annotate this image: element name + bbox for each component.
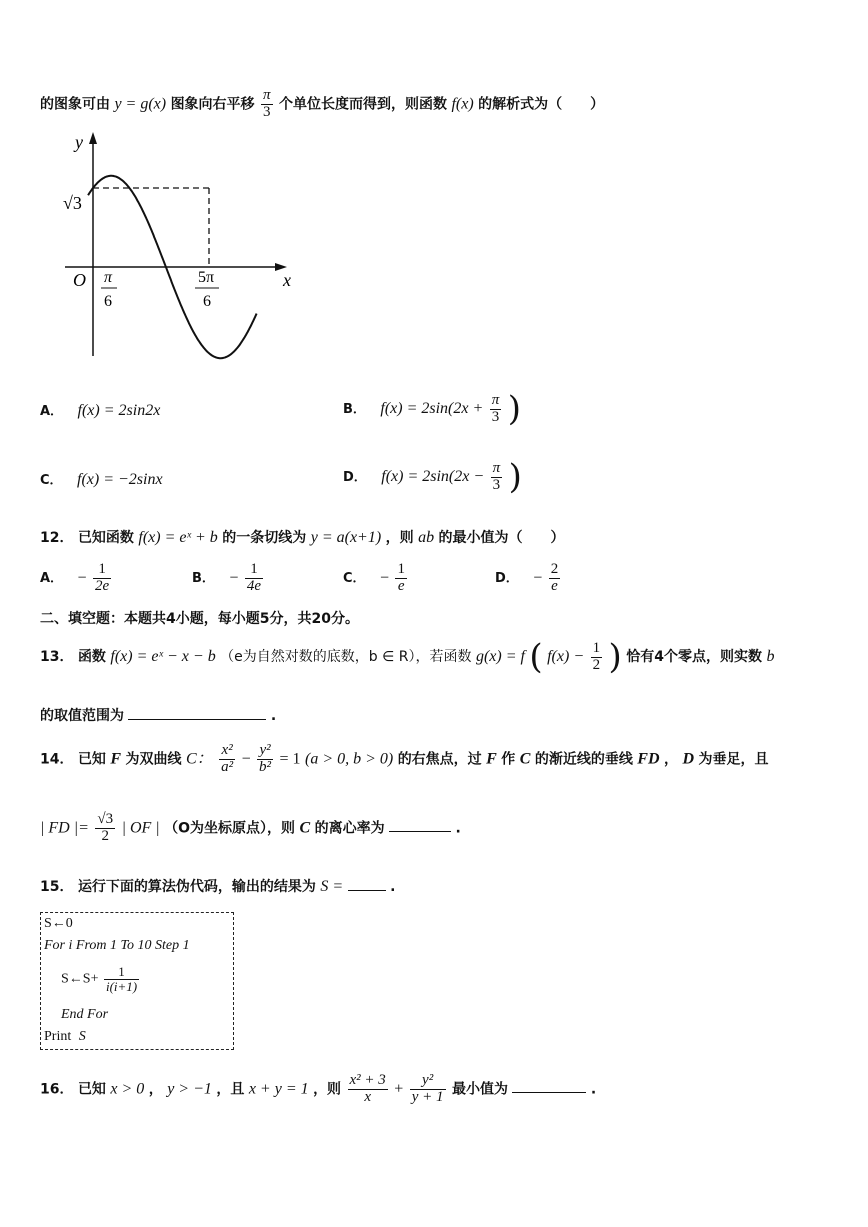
code-line-accumulate: S←S+ $\frac{1}{i(i+1)}$ bbox=[61, 964, 138, 994]
q11-stem bbox=[40, 88, 604, 121]
q14-answer-blank[interactable] bbox=[389, 817, 451, 832]
q12-option-c[interactable]: C． − $\frac{1}{e}$ bbox=[343, 561, 405, 594]
q14-line2: | FD |= $\frac{√3}{2}$ | OF | （O为坐标原点），则 C 的离心率为 . bbox=[40, 811, 461, 844]
tick-5pi6-num: 5π bbox=[198, 269, 215, 286]
q11-text-4: 的解析式为（ ） bbox=[478, 96, 605, 113]
tick-pi6-num: π bbox=[104, 269, 113, 286]
graph-sqrt3-label: √3 bbox=[63, 193, 82, 213]
q11-option-b[interactable]: B． f(x) = 2sin(2x + $\frac{\pi}{3}$ ) bbox=[343, 389, 521, 429]
q13-line2: 的取值范围为 . bbox=[40, 705, 276, 725]
section-heading-fill-in: 二、填空题：本题共4小题，每小题5分，共20分。 bbox=[40, 611, 359, 627]
q12-option-d[interactable]: D． − $\frac{2}{e}$ bbox=[495, 561, 559, 594]
tick-5pi6-den: 6 bbox=[203, 293, 211, 310]
pseudocode-box bbox=[40, 912, 234, 1050]
q14-stem: 14． 已知 F 为双曲线 C： $\frac{\text{x²}}{\text{a²}}$ − $\frac{\text{y²}}{\text{b²}}$ = 1 (a > 0, b > 0) 的右焦点，过 F 作 C 的渐近线的垂线 FD ， D 为垂足，且 bbox=[40, 742, 769, 775]
sine-graph bbox=[55, 128, 315, 360]
q13-answer-blank[interactable] bbox=[128, 705, 266, 720]
graph-x-label: x bbox=[283, 270, 291, 290]
q11-text-2: 图象向右平移 bbox=[170, 96, 255, 113]
q11-text-1: 的图象可由 bbox=[40, 96, 110, 113]
q11-shift-fraction: $\frac{\pi}{3}$ bbox=[263, 87, 271, 120]
q11-eq-gx: y = g(x) bbox=[114, 95, 167, 113]
q11-text-3: 个单位长度而得到，则函数 bbox=[278, 96, 447, 113]
code-line-print: Print S bbox=[44, 1029, 86, 1044]
q15-answer-blank[interactable] bbox=[348, 876, 386, 891]
q12-option-a[interactable]: A． − $\frac{1}{2e}$ bbox=[40, 561, 110, 594]
tick-pi6-den: 6 bbox=[104, 293, 112, 310]
q16-answer-blank[interactable] bbox=[512, 1078, 586, 1093]
q12-option-b[interactable]: B． − $\frac{1}{4e}$ bbox=[192, 561, 262, 594]
code-line-endfor: End For bbox=[61, 1007, 109, 1022]
q12-stem: 12． 已知函数 f(x) = eˣ + b 的一条切线为 y = a(x+1) ，则 ab 的最小值为（ ） bbox=[40, 529, 565, 546]
code-line-for: For i From 1 To 10 Step 1 bbox=[44, 938, 190, 953]
graph-origin-label: O bbox=[73, 270, 86, 290]
code-line-init: S←0 bbox=[44, 916, 73, 931]
q16-stem: 16． 已知 x > 0 ， y > −1 ，且 x + y = 1 ，则 $\frac{\text{x² + 3}}{x}$ + $\frac{\text{y²}}{y + 1}$ 最小值为 . bbox=[40, 1072, 597, 1105]
q11-option-a[interactable]: A． f(x) = 2sin2x bbox=[40, 402, 161, 419]
graph-y-label: y bbox=[75, 132, 83, 152]
y-axis-arrow bbox=[89, 132, 97, 144]
q13-stem: 13． 函数 f(x) = eˣ − x − b （e为自然对数的底数，b ∈ R），若函数 g(x) = f ( f(x) − $\frac{1}{2}$ ) 恰有4个零点，则实数 b bbox=[40, 637, 775, 677]
q15-stem: 15． 运行下面的算法伪代码，输出的结果为 S = . bbox=[40, 878, 396, 895]
q11-eq-fx: f(x) bbox=[451, 95, 474, 113]
q11-option-d[interactable]: D． f(x) = 2sin(2x − $\frac{\pi}{3}$ ) bbox=[343, 457, 522, 497]
q11-option-c[interactable]: C． f(x) = −2sinx bbox=[40, 471, 163, 488]
